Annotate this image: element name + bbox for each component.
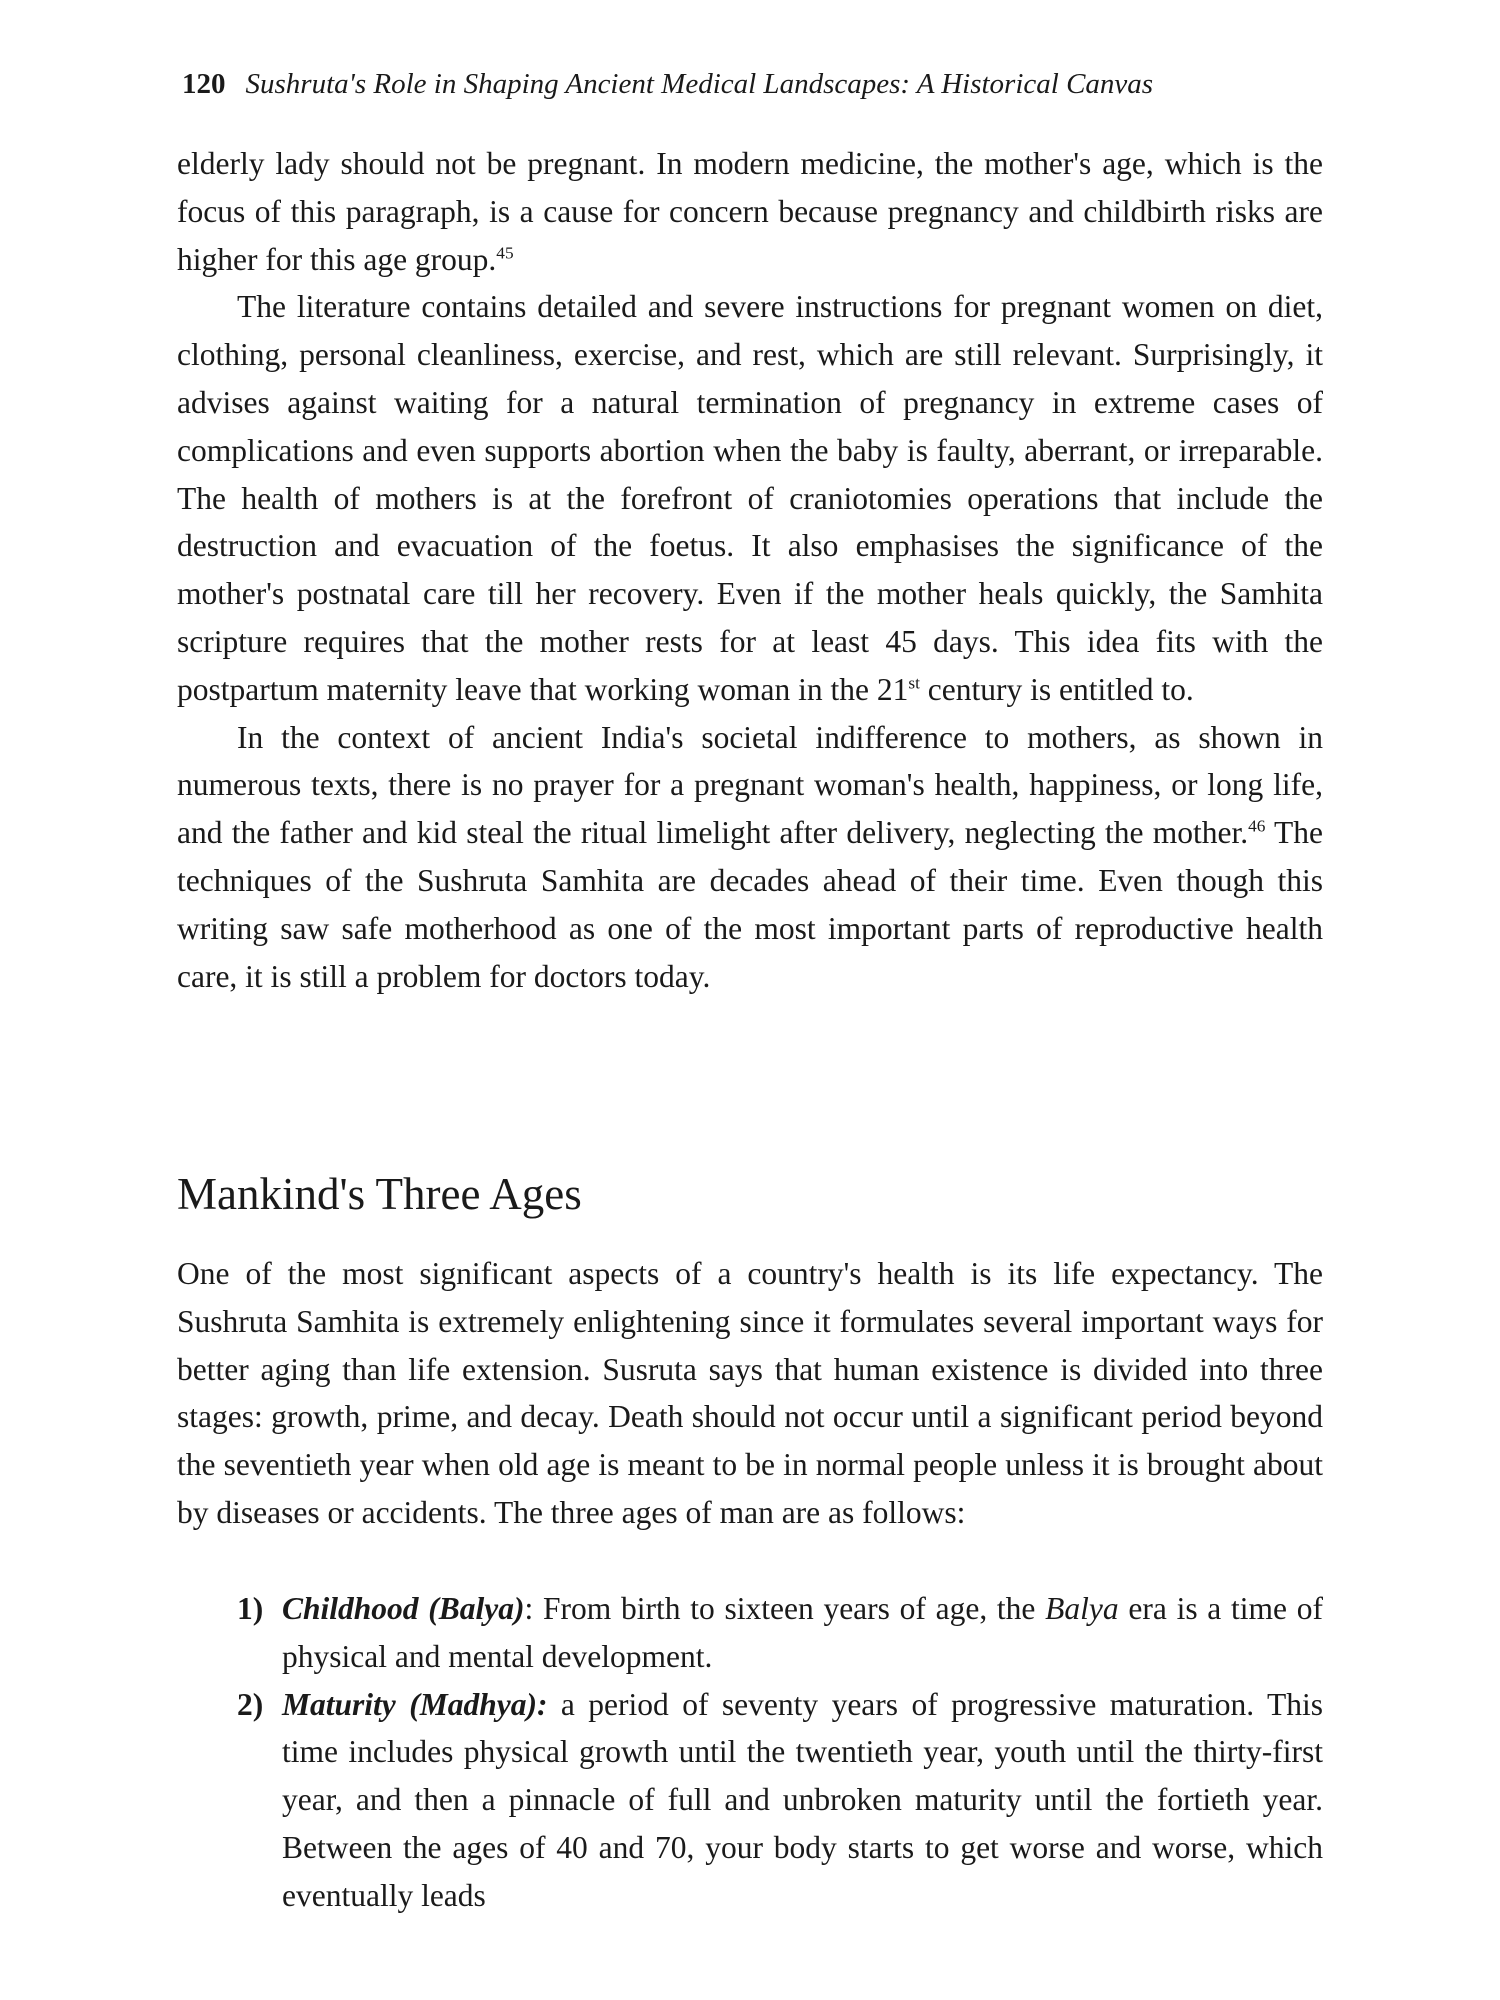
paragraph-1: elderly lady should not be pregnant. In modern medicine, the mother's age, which is the focus of this paragraph, is a cause for concern because pregnancy and childbirth risks are higher for this age group.$^{45}$ [177, 146, 1323, 277]
ages-list [177, 1585, 1323, 1920]
running-title: Sushruta's Role in Shaping Ancient Medical Landscapes: A Historical Canvas [245, 68, 1154, 100]
body-text-upper [177, 140, 1323, 1000]
paragraph-3: In the context of ancient India's societal indifference to mothers, as shown in numerous texts, there is no prayer for a pregnant woman's health, happiness, or long life, and the father and kid steal the ritual limelight after delivery, neglecting the mother.$^{46}$ The techniques of the Sushruta Samhita are decades ahead of their time. Even though this writing saw safe motherhood as one of the most important parts of reproductive health care, it is still a problem for doctors today. [177, 719, 1324, 994]
list-item-number: 2) [237, 1686, 264, 1722]
list-item: 1) Childhood (Balya): From birth to sixteen years of age, the Balya era is a time of physical and mental development. [177, 1585, 1323, 1681]
list-item-number: 1) [237, 1591, 264, 1626]
section-heading: Mankind's Three Ages [177, 1169, 582, 1219]
list-item: 2) Maturity (Madhya): a period of seventy years of progressive maturation. This time includes physical growth until the twentieth year, youth until the thirty-first year, and then a pinnacle of full and unbroken maturity until the fortieth year. Between the ages of 40 and 70, your body starts to get worse and worse, which eventually leads [177, 1681, 1323, 1920]
running-head [182, 66, 1332, 102]
footnote-ref-45: 45 [496, 243, 514, 263]
paragraph-2: The literature contains detailed and severe instructions for pregnant women on diet, clothing, personal cleanliness, exercise, and rest, which are still relevant. Surprisingly, it advises against waiting for a natural termination of pregnancy in extreme cases of complications and even supports abortion when the baby is faulty, aberrant, or irreparable. The health of mothers is at the forefront of craniotomies operations that include the destruction and evacuation of the foetus. It also emphasises the significance of the mother's postnatal care till her recovery. Even if the mother heals quickly, the Samhita scripture requires that the mother rests for at least 45 days. This idea fits with the postpartum maternity leave that working woman in the 21st century is entitled to. [177, 289, 1323, 707]
footnote-ref-46: 46 [1248, 816, 1266, 836]
superscript-st: st [908, 673, 920, 693]
page-number: 120 [182, 68, 226, 100]
body-text-lower [177, 1250, 1323, 1537]
paragraph-4: One of the most significant aspects of a country's health is its life expectancy. The Sushruta Samhita is extremely enlightening since it formulates several important ways for better aging than life extension. Susruta says that human existence is divided into three stages: growth, prime, and decay. Death should not occur until a significant period beyond the seventieth year when old age is meant to be in normal people unless it is brought about by diseases or accidents. The three ages of man are as follows: [177, 1256, 1323, 1530]
